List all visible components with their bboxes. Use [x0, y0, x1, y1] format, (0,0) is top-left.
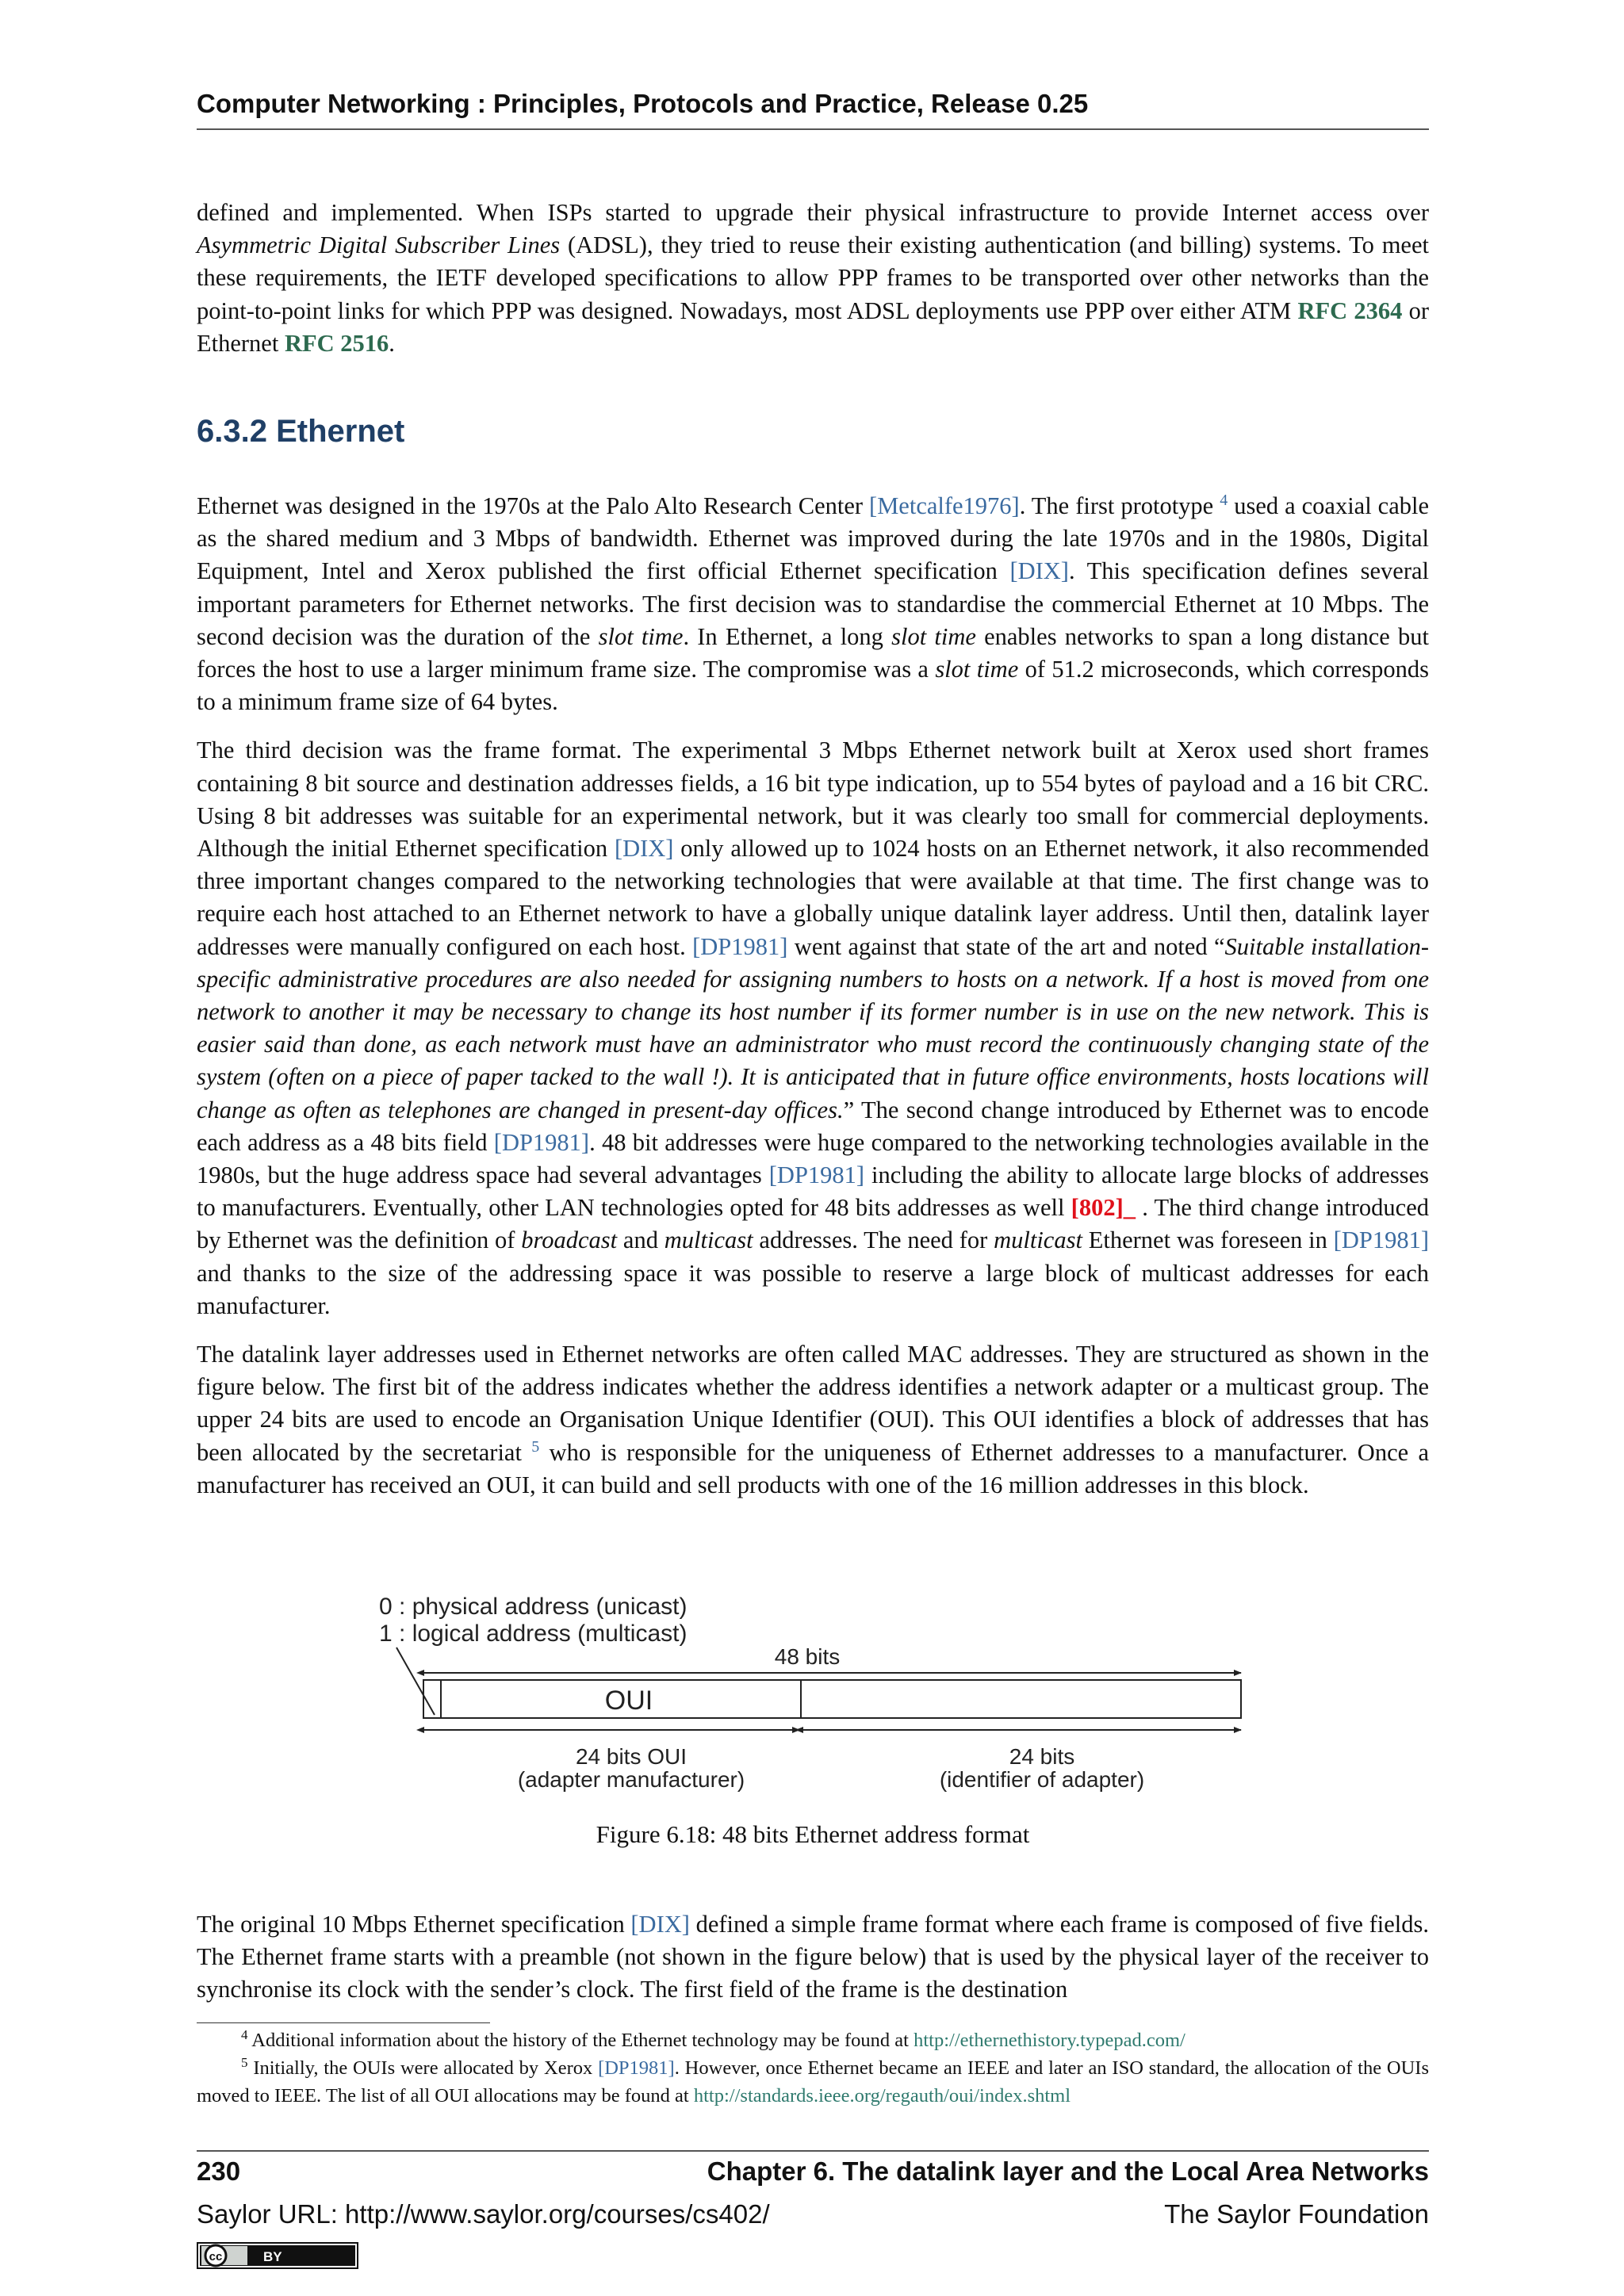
text: . The first prototype: [1019, 492, 1220, 519]
text: only allowed up to 1024 hosts on an Ethernet network, it also recommended three important changes compared to the networking technologies that were available at that time. The first change was to require each host attached to an Ethernet network to have a globally unique datalink layer address. Until then, datalink layer addresses were manually configured on each host.: [197, 835, 1429, 960]
text: defined and implemented. When ISPs started to upgrade their physical infrastructure to provide Internet access over: [197, 199, 1429, 226]
footer-rule: [197, 2150, 1429, 2152]
text: including the ability to allocate large blocks of addresses to manufacturers. Eventually, other LAN technologies opted for 48 bits addresses as well: [197, 1161, 1429, 1222]
rfc-2516-link[interactable]: RFC 2516: [284, 329, 389, 357]
text: ” The second change introduced by Ethernet was to encode each address as a 48 bits field: [197, 1096, 1429, 1156]
saylor-url[interactable]: Saylor URL: http://www.saylor.org/courses/cs402/: [197, 2199, 770, 2229]
document-page: [197, 0, 1429, 2296]
text: Additional information about the history of the Ethernet technology may be found at: [247, 2030, 914, 2051]
rfc-2364-link[interactable]: RFC 2364: [1297, 297, 1403, 324]
text: Ethernet was designed in the 1970s at the Palo Alto Research Center: [197, 492, 870, 519]
running-header: Computer Networking : Principles, Protocols and Practice, Release 0.25: [197, 89, 1089, 118]
chapter-title: Chapter 6. The datalink layer and the Local Area Networks: [707, 2156, 1429, 2186]
footnote-5: [197, 2054, 1429, 2110]
footnote-rule: [197, 2022, 490, 2023]
dp1981-quote: Suitable installation-specific administrative procedures are also needed for assigning numbers to hosts on a network. If a host is moved from one network to another it may be necessary to change its host number if its former number is in use on the new network. This is easier said than done, as each network must have an administrator who must record the continuously changing state of the system (often on a piece of paper tacked to the wall !). It is anticipated that in future office environments, hosts locations will change as often as telephones are changed in present-day offices.: [197, 932, 1429, 1123]
footnote-number: 5: [241, 2054, 248, 2070]
text: used a coaxial cable as the shared medium and 3 Mbps of bandwidth. Ethernet was improved during the late 1970s and in the 1980s, Digital Equipment, Intel and Xerox published the first official Ethernet specification: [197, 492, 1430, 585]
text: Initially, the OUIs were allocated by Xerox: [247, 2057, 599, 2079]
header-rule: [197, 128, 1429, 130]
text: . In Ethernet, a long: [683, 622, 892, 650]
adapter-manufacturer-label: (adapter manufacturer): [517, 1767, 745, 1792]
address-format-diagram: [197, 1586, 1429, 1808]
citation-dp1981[interactable]: [DP1981]: [768, 1161, 865, 1189]
cc-text: cc: [209, 2250, 223, 2263]
oui-label: OUI: [604, 1686, 653, 1716]
first-bit-pointer: [396, 1647, 435, 1715]
by-text: BY: [263, 2249, 282, 2264]
text: went against that state of the art and noted “: [787, 932, 1225, 960]
text: defined a simple frame format where each frame is composed of five fields. The Ethernet frame starts with a preamble (not shown in the figure below) that is used by the physical layer of the receiver to synchronise its clock with the sender’s clock. The first field of the frame is the destination: [197, 1911, 1429, 2003]
multicast-term: multicast: [994, 1226, 1082, 1254]
text: who is responsible for the uniqueness of Ethernet addresses to a manufacturer. Once a manufacturer has received an OUI, it can build and sell products with one of the 16 million addresses in this block.: [197, 1438, 1429, 1498]
24-bits-label: 24 bits: [1009, 1744, 1075, 1769]
text: or Ethernet: [197, 297, 1429, 357]
text: enables networks to span a long distance but forces the host to use a larger minimum frame size. The compromise was a: [197, 622, 1429, 683]
citation-dix[interactable]: [DIX]: [614, 835, 674, 863]
citation-dix[interactable]: [DIX]: [1009, 557, 1069, 585]
text: . However, once Ethernet became an IEEE and later an ISO standard, the allocation of the OUIs moved to IEEE. The list of all OUI allocations may be found at: [197, 2057, 1429, 2107]
citation-dp1981[interactable]: [DP1981]: [1333, 1226, 1429, 1254]
48-bits-label: 48 bits: [774, 1644, 841, 1669]
text: The third decision was the frame format. The experimental 3 Mbps Ethernet network built at Xerox used short frames containing 8 bit source and destination addresses fields, a 16 bit type indication, up to 554 bytes of payload and a 16 bit CRC. Using 8 bit addresses was suitable for an experimental network, but it was clearly too small for commercial deployments. Although the initial Ethernet specification: [197, 737, 1429, 863]
text: . 48 bit addresses were huge compared to the networking technologies available in the 1980s, but the huge address space had several advantages: [197, 1128, 1429, 1189]
24-bits-oui-label: 24 bits OUI: [575, 1744, 688, 1769]
section-heading: 6.3.2 Ethernet: [197, 414, 405, 449]
ieee-oui-link[interactable]: http://standards.ieee.org/regauth/oui/index.shtml: [693, 2085, 1071, 2107]
intro-paragraph: [197, 197, 1429, 376]
text: and thanks to the size of the addressing space it was possible to reserve a large block of multicast addresses for each manufacturer.: [197, 1259, 1429, 1319]
identifier-of-adapter-label: (identifier of adapter): [939, 1767, 1145, 1792]
text: and: [617, 1226, 665, 1254]
text: . The third change introduced by Ethernet was the definition of: [197, 1194, 1430, 1254]
paragraph-frame-format: [197, 734, 1429, 1322]
text: (ADSL), they tried to reuse their existing authentication (and billing) systems. To meet these requirements, the IETF developed specifications to allow PPP frames to be transported over other networks than the point-to-point links for which PPP was designed. Nowadays, most ADSL deployments use PPP over either ATM: [197, 232, 1429, 324]
slot-time-term: slot time: [598, 622, 684, 650]
text: of 51.2 microseconds, which corresponds to a minimum frame size of 64 bytes.: [197, 656, 1429, 716]
multicast-label: 1 : logical address (multicast): [379, 1621, 688, 1647]
cc-by-license-icon: [197, 2242, 358, 2269]
slot-time-term: slot time: [891, 622, 976, 650]
text: addresses. The need for: [753, 1226, 994, 1254]
frame-format-paragraph: [197, 1908, 1429, 2022]
citation-dix[interactable]: [DIX]: [630, 1911, 690, 1938]
paragraph-history: [197, 490, 1429, 718]
citation-dp1981[interactable]: [DP1981]: [598, 2057, 675, 2079]
saylor-foundation: The Saylor Foundation: [1164, 2199, 1429, 2229]
citation-dp1981[interactable]: [DP1981]: [692, 932, 788, 960]
paragraph-mac-addresses: [197, 1338, 1429, 1502]
text: .: [389, 329, 395, 357]
page-number: 230: [197, 2156, 241, 2186]
figure-caption: Figure 6.18: 48 bits Ethernet address format: [596, 1820, 1030, 1848]
broadcast-term: broadcast: [521, 1226, 618, 1254]
ethernet-body: [197, 490, 1429, 1517]
multicast-term: multicast: [664, 1226, 753, 1254]
text: The original 10 Mbps Ethernet specification: [197, 1911, 631, 1938]
broken-citation-802: [802]_: [1071, 1194, 1136, 1222]
address-field-box: [423, 1680, 1241, 1718]
text: . This specification defines several important parameters for Ethernet networks. The first decision was to standardise the commercial Ethernet at 10 Mbps. The second decision was the duration of the: [197, 557, 1429, 650]
citation-metcalfe1976[interactable]: [Metcalfe1976]: [869, 492, 1020, 519]
ethernet-history-link[interactable]: http://ethernethistory.typepad.com/: [914, 2030, 1185, 2051]
ethernet-address-figure: [197, 1586, 1429, 1808]
citation-dp1981[interactable]: [DP1981]: [493, 1128, 590, 1156]
text: The datalink layer addresses used in Ethernet networks are often called MAC addresses. They are structured as shown in the figure below. The first bit of the address indicates whether the address identifies a network adapter or a multicast group. The upper 24 bits are used to encode an Organisation Unique Identifier (OUI). This OUI identifies a block of addresses that has been allocated by the secretariat: [197, 1341, 1429, 1466]
unicast-label: 0 : physical address (unicast): [379, 1594, 688, 1620]
footnote-ref-5[interactable]: 5: [531, 1437, 540, 1456]
footer-chapter-line: [197, 2156, 1429, 2191]
footer-saylor-line: [197, 2199, 1429, 2234]
text: Ethernet was foreseen in: [1082, 1226, 1334, 1254]
footnote-ref-4[interactable]: 4: [1220, 491, 1228, 509]
footnote-number: 4: [241, 2026, 248, 2042]
footnotes: [197, 2026, 1429, 2110]
slot-time-term: slot time: [935, 656, 1019, 683]
footnote-4: [197, 2026, 1429, 2054]
adsl-term: Asymmetric Digital Subscriber Lines: [197, 232, 561, 259]
